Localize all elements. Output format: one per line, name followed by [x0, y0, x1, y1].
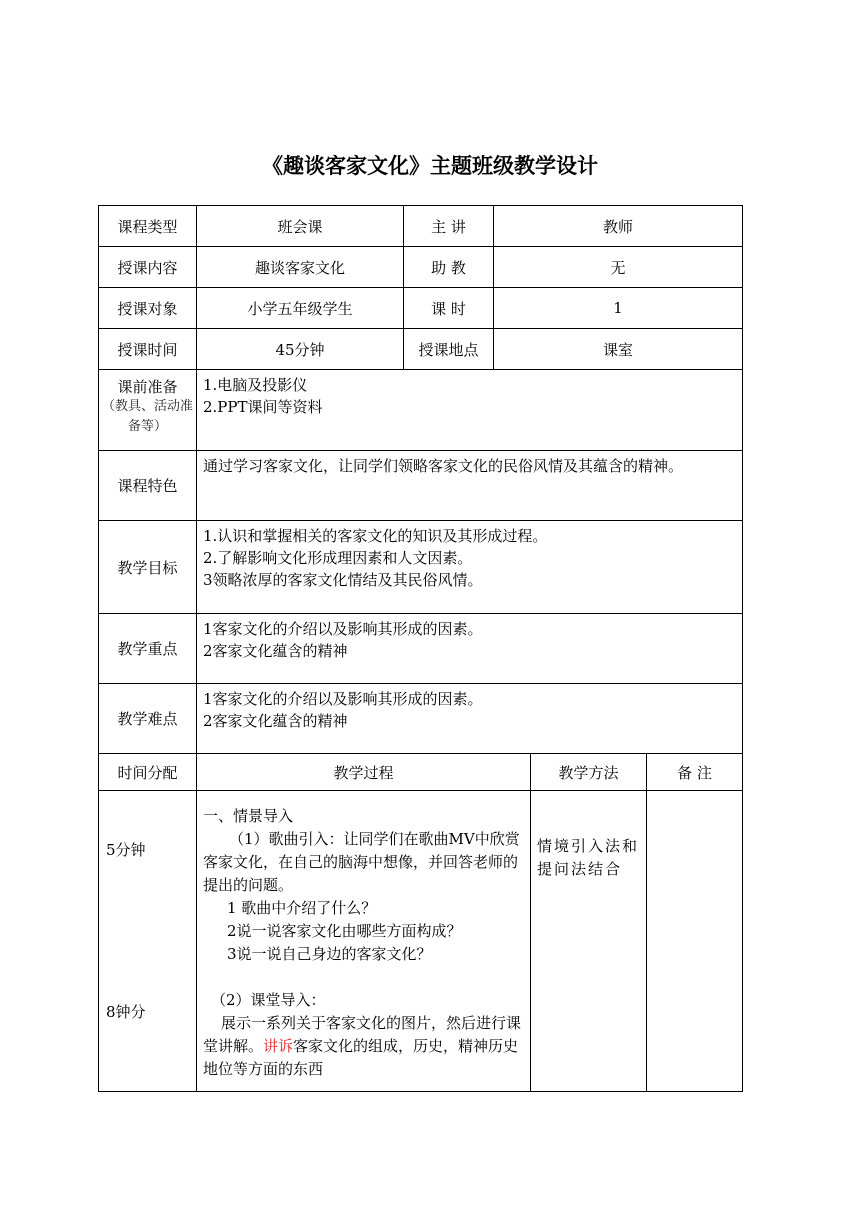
- blank-line: [203, 966, 524, 989]
- info-label: 授课地点: [404, 329, 494, 370]
- prep-line: 1.电脑及投影仪: [203, 376, 308, 394]
- info-label: 授课时间: [99, 329, 197, 370]
- question-line: 1 歌曲中介绍了什么？: [227, 899, 377, 917]
- info-value: 小学五年级学生: [197, 288, 404, 329]
- goals-label: 教学目标: [99, 521, 197, 614]
- info-row: [99, 247, 743, 288]
- part2-text-highlight: 讲诉: [263, 1037, 294, 1055]
- section-title: 一、情景导入: [203, 807, 294, 825]
- notes-header: 备 注: [647, 754, 743, 791]
- info-label: 授课对象: [99, 288, 197, 329]
- prep-content: [197, 370, 743, 451]
- goal-line: 1.认识和掌握相关的客家文化的知识及其形成过程。: [203, 527, 548, 545]
- key-point-line: 1客家文化的介绍以及影响其形成的因素。: [203, 620, 483, 638]
- process-header: 教学过程: [197, 754, 531, 791]
- notes-cell: [647, 791, 743, 1092]
- goal-line: 3领略浓厚的客家文化情结及其民俗风情。: [203, 571, 483, 589]
- goal-line: 2.了解影响文化形成理因素和人文因素。: [203, 549, 473, 567]
- difficulty-line: 1客家文化的介绍以及影响其形成的因素。: [203, 690, 483, 708]
- info-value: 班会课: [197, 206, 404, 247]
- info-value: 1: [494, 288, 743, 329]
- document-title: 《趣谈客家文化》主题班级教学设计: [262, 154, 598, 178]
- info-value: 无: [494, 247, 743, 288]
- process-header-row: [99, 754, 743, 791]
- goals-row: [99, 521, 743, 614]
- feature-text: 通过学习客家文化，让同学们领略客家文化的民俗风情及其蕴含的精神。: [197, 451, 743, 521]
- goals-content: [197, 521, 743, 614]
- time-header: 时间分配: [99, 754, 197, 791]
- key-points-content: [197, 614, 743, 684]
- info-row: [99, 206, 743, 247]
- info-value: 课室: [494, 329, 743, 370]
- info-label: 主 讲: [404, 206, 494, 247]
- info-row: [99, 288, 743, 329]
- time-allocation: 5分钟: [106, 841, 146, 859]
- info-value: 趣谈客家文化: [197, 247, 404, 288]
- part2-title: （2）课堂导入：: [211, 991, 326, 1009]
- time-allocation: 8钟分: [106, 1003, 146, 1021]
- time-cell: [99, 791, 197, 1092]
- method-cell: 情境引入法和提问法结合: [531, 791, 647, 1092]
- lesson-plan-table: [98, 205, 743, 1092]
- part1-text: （1）歌曲引入：让同学们在歌曲MV中欣赏客家文化，在自己的脑海中想像，并回答老师的提出的问题。: [203, 830, 520, 894]
- info-value: 45分钟: [197, 329, 404, 370]
- key-points-label: 教学重点: [99, 614, 197, 684]
- prep-line: 2.PPT课间等资料: [203, 398, 323, 416]
- method-header: 教学方法: [531, 754, 647, 791]
- info-label: 课 时: [404, 288, 494, 329]
- feature-label: 课程特色: [99, 451, 197, 521]
- info-label: 授课内容: [99, 247, 197, 288]
- prep-label-cell: [99, 370, 197, 451]
- feature-row: [99, 451, 743, 521]
- difficulties-label: 教学难点: [99, 684, 197, 754]
- info-label: 助 教: [404, 247, 494, 288]
- question-line: 3说一说自己身边的客家文化？: [227, 945, 432, 963]
- process-row: [99, 791, 743, 1092]
- question-line: 2说一说客家文化由哪些方面构成？: [227, 922, 462, 940]
- part2-text: [203, 1012, 524, 1081]
- key-points-row: [99, 614, 743, 684]
- difficulty-line: 2客家文化蕴含的精神: [203, 712, 348, 730]
- prep-sublabel: （教具、活动准备等）: [101, 399, 193, 434]
- info-row: [99, 329, 743, 370]
- part2-text-before: 展示一系列关于客家文化的图片，然后进行课堂讲解。: [203, 1014, 522, 1055]
- key-point-line: 2客家文化蕴含的精神: [203, 642, 348, 660]
- prep-row: [99, 370, 743, 451]
- process-content: [197, 791, 531, 1092]
- info-label: 课程类型: [99, 206, 197, 247]
- prep-label: 课前准备: [117, 378, 178, 396]
- difficulties-content: [197, 684, 743, 754]
- part2-text-after: 客家文化的组成，历史，精神历史地位等方面的东西: [203, 1037, 519, 1078]
- info-value: 教师: [494, 206, 743, 247]
- difficulties-row: [99, 684, 743, 754]
